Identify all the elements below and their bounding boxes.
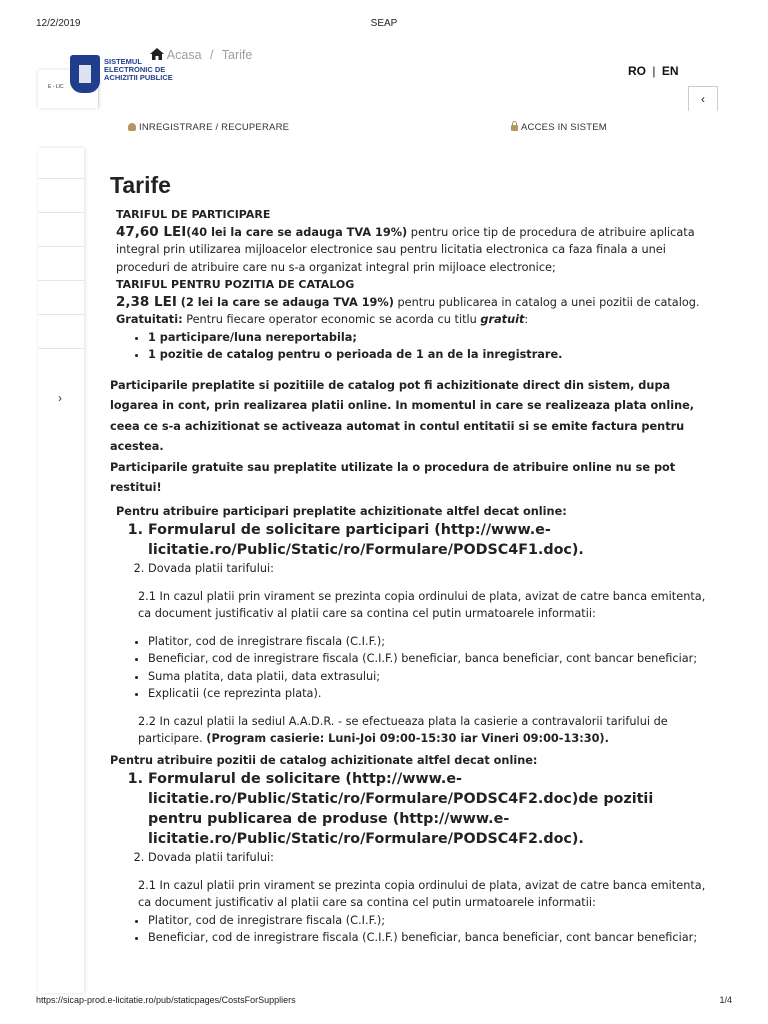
payment-info-list (110, 633, 710, 703)
section-participation-heading: Pentru atribuire participari preplatite achizitionate altfel decat online: (116, 504, 567, 518)
page-title: Tarife (110, 172, 171, 198)
list-item: • Platitor, cod de inregistrare fiscala (C.I.F.); (148, 633, 710, 651)
free-list (110, 329, 710, 364)
chevron-left-icon: ‹ (701, 92, 705, 106)
lang-separator: | (652, 64, 656, 78)
participation-text: pentru orice tip de procedura de atribuire aplicata integral prin utilizarea mijloacelor electronice sau pentru licitatia electronica ca faza finala a unei proceduri de atribuire care nu s-a organizat integral prin mijloace electronice; (116, 225, 695, 274)
payment-transfer-text: 2.1 In cazul platii prin virament se prezinta copia ordinului de plata, avizat de catre banca emitenta, ca document justificativ al platii care sa contina cel putin urmatoarele informatii: (138, 589, 706, 620)
catalog-fee (110, 294, 710, 312)
free-body: Pentru fiecare operator economic se acorda cu titlu (182, 313, 481, 326)
participation-fee (110, 224, 710, 277)
print-title: SEAP (370, 18, 398, 29)
catalog-transfer-text: 2.1 In cazul platii prin virament se prezinta copia ordinului de plata, avizat de catre banca emitenta, ca document justificativ al platii care sa contina cel putin urmatoarele informatii: (138, 878, 706, 909)
section-catalog-heading: Pentru atribuire pozitii de catalog achizitionate altfel decat online: (110, 753, 538, 767)
list-item: • 1 participare/luna nereportabila; (148, 329, 710, 347)
main-content (110, 170, 710, 947)
lang-ro[interactable]: RO (628, 64, 646, 78)
breadcrumb-separator: / (210, 48, 214, 62)
lang-en[interactable]: EN (661, 64, 679, 78)
free-label: Gratuitati: (116, 313, 183, 326)
prepaid-info: Participarile preplatite si pozitiile de catalog pot fi achizitionate direct din sistem, dupa logarea in cont, prin realizarea platii online. In momentul in care se realizeaza plata online, ceea ce s-a achizitionat se activeaza automat in contul entitatii si se emite factura pentru acestea. (110, 378, 695, 453)
no-refund: Participarile gratuite sau preplatite utilizate la o procedura de atribuire online nu se pot restitui! (110, 460, 676, 494)
free-colon: : (524, 313, 529, 326)
register-label: INREGISTRARE / RECUPERARE (139, 122, 290, 133)
catalog-heading: TARIFUL PENTRU POZITIA DE CATALOG (116, 278, 355, 291)
catalog-text: pentru publicarea in catalog a unei pozitii de catalog. (393, 295, 700, 309)
lock-icon (511, 125, 518, 131)
list-item: 2. Dovada platii tarifului: (148, 849, 710, 867)
participation-heading: TARIFUL DE PARTICIPARE (116, 208, 271, 221)
list-item: • Suma platita, data platii, data extrasului; (148, 668, 710, 686)
user-icon (128, 123, 136, 131)
section-participation-steps (110, 520, 710, 578)
left-sidebar (38, 148, 84, 993)
sidebar-tag: E - LIC (48, 84, 64, 90)
payment-cash-text (110, 713, 710, 748)
free-text (110, 311, 710, 329)
breadcrumb-home[interactable]: Acasa (166, 48, 202, 62)
breadcrumb-current: Tarife (221, 48, 253, 62)
list-item: • Beneficiar, cod de inregistrare fiscala (C.I.F.) beneficiar, banca beneficiar, cont bancar beneficiar; (148, 650, 710, 668)
catalog-form-link[interactable]: 1. Formularul de solicitare (http://www.e-licitatie.ro/Public/Static/ro/Formulare/PODSC4F2.doc)de pozitii pentru publicarea de produse (http://www.e-licitatie.ro/Public/Static/ro/Formulare/PODSC4F2.doc). (148, 769, 710, 849)
login-label: ACCES IN SISTEM (521, 122, 607, 133)
seap-logo-icon[interactable] (70, 55, 100, 93)
print-date: 12/2/2019 (36, 18, 81, 29)
participation-price: 47,60 LEI (116, 223, 187, 240)
section-catalog-steps (110, 769, 710, 867)
cash-hours: (Program casierie: Luni-Joi 09:00-15:30 iar Vineri 09:00-13:30). (206, 732, 609, 745)
language-switch (628, 64, 678, 78)
home-icon[interactable] (150, 48, 164, 60)
logo-text: SISTEMUL ELECTRONIC DE ACHIZITII PUBLICE (104, 57, 173, 82)
print-url: https://sicap-prod.e-licitatie.ro/pub/staticpages/CostsForSuppliers (36, 995, 296, 1005)
participation-form-link[interactable]: 1. Formularul de solicitare participari (http://www.e-licitatie.ro/Public/Static/ro/Formulare/PODSC4F1.doc). (148, 520, 710, 560)
list-item: • Beneficiar, cod de inregistrare fiscala (C.I.F.) beneficiar, banca beneficiar, cont bancar beneficiar; (148, 929, 710, 947)
print-page-number: 1/4 (719, 995, 732, 1005)
list-item: 2. Dovada platii tarifului: (148, 560, 710, 578)
catalog-price-note: (2 lei la care se adauga TVA 19%) (176, 295, 394, 309)
register-link[interactable] (128, 122, 289, 133)
catalog-info-list (110, 912, 710, 947)
participation-price-note: (40 lei la care se adauga TVA 19%) (186, 225, 408, 239)
cash-text: 2.2 In cazul platii la sediul A.A.D.R. - se efectueaza plata la casierie a contravalorii tarifului de participare. (138, 714, 668, 745)
catalog-price: 2,38 LEI (116, 293, 177, 310)
list-item: • Platitor, cod de inregistrare fiscala (C.I.F.); (148, 912, 710, 930)
chevron-right-icon[interactable]: › (58, 391, 62, 405)
login-link[interactable] (511, 122, 607, 133)
collapse-button[interactable] (688, 86, 718, 111)
free-emph: gratuit (480, 313, 525, 326)
list-item: • Explicatii (ce reprezinta plata). (148, 685, 710, 703)
breadcrumb (150, 48, 252, 62)
list-item: • 1 pozitie de catalog pentru o perioada de 1 an de la inregistrare. (148, 346, 710, 364)
